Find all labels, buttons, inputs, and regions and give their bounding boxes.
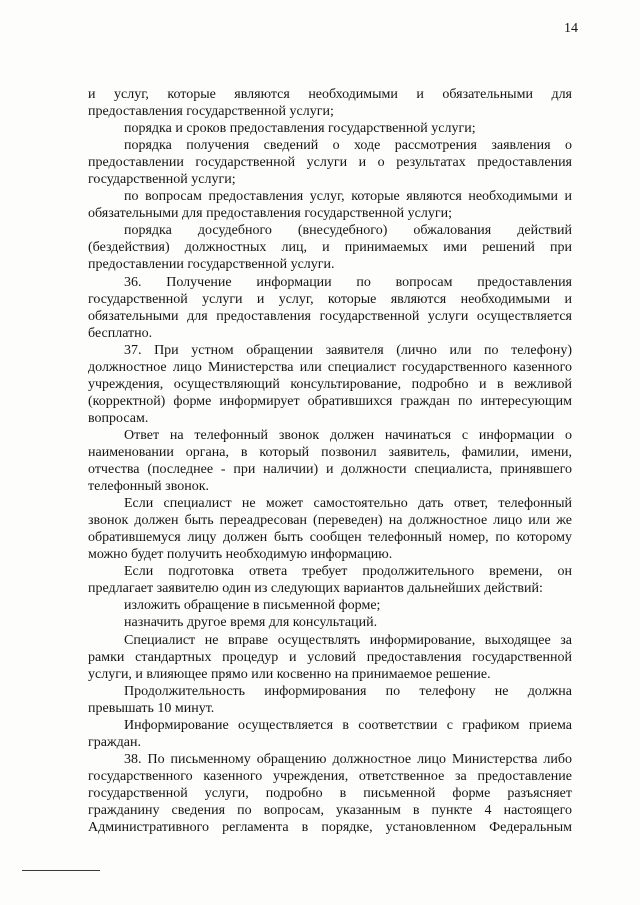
text-line: предоставлении государственной услуги и о результатах предоставления: [88, 155, 572, 171]
text-line: предлагает заявителю один из следующих вариантов дальнейших действий:: [88, 581, 543, 597]
text-line: 37. При устном обращении заявителя (лично или по телефону): [124, 342, 572, 358]
text-line: порядка досудебного (внесудебного) обжалования действий: [124, 223, 572, 239]
text-line: порядка получения сведений о ходе рассмотрения заявления о: [124, 138, 572, 154]
text-line: Ответ на телефонный звонок должен начинаться с информации о: [124, 427, 572, 443]
text-line: изложить обращение в письменной форме;: [124, 598, 381, 614]
paragraph: [88, 563, 572, 597]
paragraph: [88, 222, 572, 273]
text-line: превышать 10 минут.: [88, 700, 215, 716]
document-body: [88, 86, 572, 836]
text-line: гражданину сведения по вопросам, указанным в пункте 4 настоящего: [88, 802, 572, 818]
clause-36: [88, 274, 572, 342]
list-item: [88, 614, 572, 631]
text-line: Административного регламента в порядке, установленном Федеральным: [88, 820, 572, 836]
text-line: государственной услуги, подробно в письменной форме разъясняет: [88, 785, 572, 801]
paragraph: [88, 137, 572, 188]
text-line: предоставления государственной услуги;: [88, 104, 334, 120]
clause-38: [88, 751, 572, 836]
paragraph: [88, 188, 572, 222]
text-line: учреждения, осуществляющий консультирование, подробно и в вежливой: [88, 376, 572, 392]
text-line: рамки стандартных процедур и условий предоставления государственной: [88, 649, 572, 665]
text-line: Если специалист не может самостоятельно дать ответ, телефонный: [124, 496, 572, 512]
text-line: порядка и сроков предоставления государственной услуги;: [124, 121, 476, 137]
text-line: государственной услуги;: [88, 172, 236, 188]
text-line: государственной услуги и услуг, которые являются необходимыми и: [88, 291, 572, 307]
text-line: звонок должен быть переадресован (переведен) на должностное лицо или же: [88, 513, 572, 529]
text-line: обратившемуся лицу должен быть сообщен телефонный номер, по которому: [88, 530, 572, 546]
text-line: назначить другое время для консультаций.: [124, 615, 378, 631]
paragraph: [88, 683, 572, 717]
clause-37: [88, 342, 572, 427]
text-line: Продолжительность информирования по телефону не должна: [124, 683, 572, 699]
text-line: 36. Получение информации по вопросам предоставления: [124, 274, 572, 290]
text-line: граждан.: [88, 734, 141, 750]
text-line: Если подготовка ответа требует продолжительного времени, он: [124, 564, 572, 580]
text-line: можно будет получить необходимую информацию.: [88, 547, 393, 563]
paragraph: [88, 717, 572, 751]
text-line: обязательными для предоставления государственной услуги;: [88, 206, 452, 222]
text-line: и услуг, которые являются необходимыми и обязательными для: [88, 87, 572, 102]
text-line: 38. По письменному обращению должностное лицо Министерства либо: [124, 751, 572, 767]
text-line: по вопросам предоставления услуг, которые являются необходимыми и: [124, 189, 572, 205]
text-line: (корректной) форме информирует обратившихся граждан по интересующим: [88, 393, 572, 409]
paragraph: [88, 427, 572, 495]
text-line: Специалист не вправе осуществлять информирование, выходящее за: [124, 632, 572, 648]
text-line: государственного казенного учреждения, ответственное за предоставление: [88, 768, 572, 784]
text-line: (бездействия) должностных лиц, и принимаемых ими решений при: [88, 240, 572, 256]
text-line: бесплатно.: [88, 325, 153, 341]
text-line: отчества (последнее - при наличии) и должности специалиста, принявшего: [88, 462, 572, 478]
text-line: телефонный звонок.: [88, 479, 209, 495]
paragraph: [88, 632, 572, 683]
text-line: Информирование осуществляется в соответствии с графиком приема: [124, 717, 572, 733]
paragraph: [88, 86, 572, 120]
text-line: предоставлении государственной услуги.: [88, 257, 335, 273]
paragraph: [88, 495, 572, 563]
page-number: 14: [564, 21, 578, 36]
text-line: обязательными для предоставления государственной услуги осуществляется: [88, 308, 572, 324]
text-line: наименовании органа, в который позвонил заявитель, фамилии, имени,: [88, 444, 572, 460]
footnote-separator: [22, 870, 100, 871]
text-line: услуги, и влияющее прямо или косвенно на принимаемое решение.: [88, 666, 491, 682]
text-line: должностное лицо Министерства или специалист государственного казенного: [88, 359, 572, 375]
list-item: [88, 597, 572, 614]
text-line: вопросам.: [88, 410, 149, 426]
paragraph: [88, 120, 572, 137]
